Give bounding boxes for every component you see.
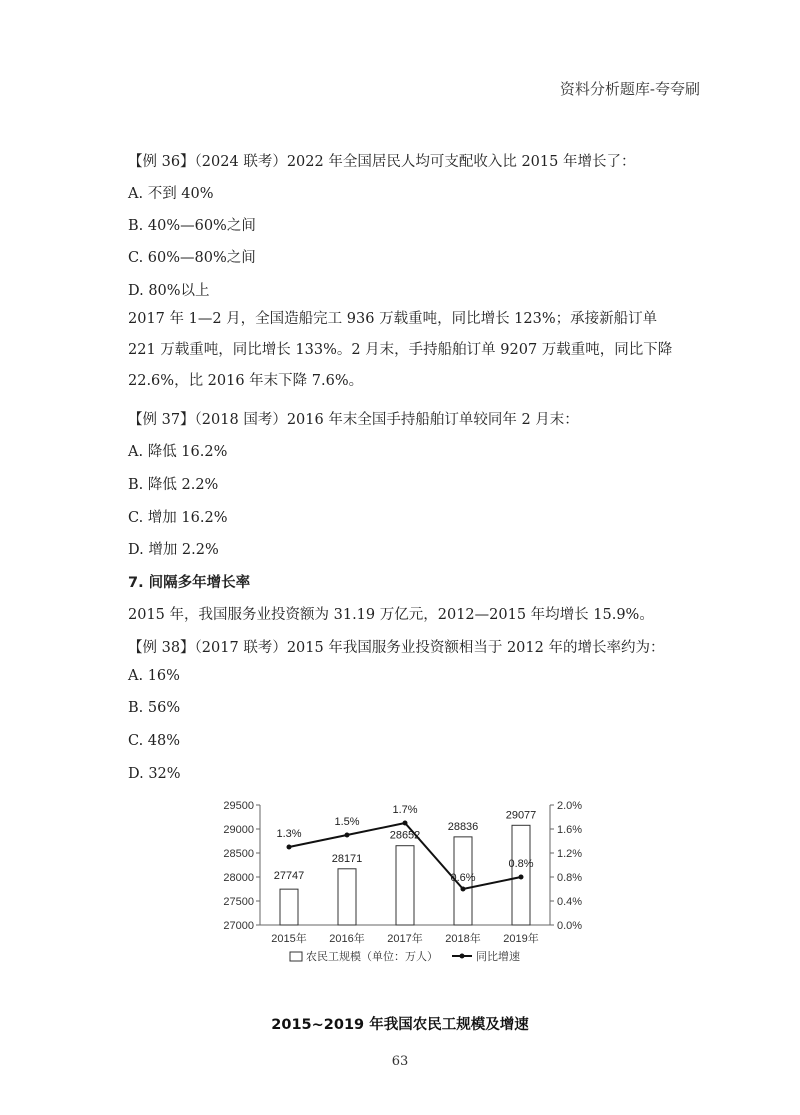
legend-line-label: 同比增速: [476, 950, 520, 963]
example-37-option-d: D. 增加 2.2%: [128, 542, 219, 558]
example-36-option-c: C. 60%—80%之间: [128, 250, 256, 266]
example-37-stem: 【例 37】（2018 国考）2016 年末全国手持船舶订单较同年 2 月末：: [128, 412, 579, 428]
page-number: 63: [391, 1054, 409, 1069]
chart-title: 2015~2019 年我国农民工规模及增速: [271, 1017, 529, 1033]
example-37-option-b: B. 降低 2.2%: [128, 477, 219, 493]
legend-line-marker: [460, 954, 465, 959]
right-tick-label: 1.2%: [557, 848, 583, 860]
example-36-stem: 【例 36】（2024 联考）2022 年全国居民人均可支配收入比 2015 年增长了：: [128, 154, 636, 170]
right-tick-label: 0.0%: [557, 920, 583, 932]
growth-point: [403, 821, 408, 826]
passage-service-investment: 2015 年，我国服务业投资额为 31.19 万亿元，2012—2015 年均增长 15.9%。: [128, 607, 654, 623]
bar-value-label: 28836: [447, 820, 479, 833]
growth-point: [345, 833, 350, 838]
section-heading: 7. 间隔多年增长率: [128, 575, 251, 591]
growth-point: [519, 875, 524, 880]
left-tick-label: 27000: [223, 920, 254, 932]
example-38-option-b: B. 56%: [128, 700, 181, 716]
bar: [280, 889, 298, 925]
bar-value-label: 29077: [505, 809, 537, 822]
bar-value-label: 27747: [273, 870, 305, 883]
right-tick-label: 0.4%: [557, 896, 583, 908]
left-tick-label: 28000: [223, 872, 254, 884]
category-label: 2015年: [271, 933, 307, 945]
bar-value-label: 28171: [331, 852, 363, 865]
legend-bar-label: 农民工规模（单位：万人）: [306, 950, 438, 963]
bar-value-label: 28652: [389, 829, 421, 842]
growth-point: [287, 845, 292, 850]
chart-svg: [200, 790, 600, 1005]
example-37-option-c: C. 增加 16.2%: [128, 510, 228, 526]
growth-value-label: 1.7%: [392, 804, 418, 816]
example-36-option-b: B. 40%—60%之间: [128, 218, 256, 234]
left-tick-label: 29000: [223, 824, 254, 836]
category-label: 2016年: [329, 933, 365, 945]
growth-value-label: 0.8%: [508, 858, 534, 870]
category-label: 2019年: [503, 933, 539, 945]
growth-value-label: 1.3%: [276, 828, 302, 840]
left-tick-label: 28500: [223, 848, 254, 860]
page-header: 资料分析题库-夸夸刷: [559, 80, 700, 98]
example-38-option-c: C. 48%: [128, 733, 181, 749]
example-38-option-d: D. 32%: [128, 766, 181, 782]
category-label: 2018年: [445, 933, 481, 945]
left-tick-label: 29500: [223, 800, 254, 812]
growth-value-label: 1.5%: [334, 816, 360, 828]
example-36-option-a: A. 不到 40%: [128, 186, 214, 202]
bar: [396, 846, 414, 925]
category-label: 2017年: [387, 933, 423, 945]
bar: [338, 869, 356, 925]
example-38-stem: 【例 38】（2017 联考）2015 年我国服务业投资额相当于 2012 年的增长率约为：: [128, 640, 665, 656]
growth-value-label: 0.6%: [450, 872, 476, 884]
right-tick-label: 2.0%: [557, 800, 583, 812]
growth-point: [461, 887, 466, 892]
example-36-option-d: D. 80%以上: [128, 283, 210, 299]
migrant-worker-chart: [200, 790, 600, 1005]
right-tick-label: 1.6%: [557, 824, 583, 836]
left-tick-label: 27500: [223, 896, 254, 908]
legend-bar-swatch: [290, 952, 302, 961]
example-38-option-a: A. 16%: [128, 668, 180, 684]
right-tick-label: 0.8%: [557, 872, 583, 884]
passage-shipbuilding: 2017 年 1—2 月，全国造船完工 936 万载重吨，同比增长 123%；承接新船订单 221 万载重吨，同比增长 133%。2 月末，手持船舶订单 9207 万载重吨，同比下降 22.6%，比 2016 年末下降 7.6%。: [128, 311, 673, 389]
example-37-option-a: A. 降低 16.2%: [128, 444, 228, 460]
